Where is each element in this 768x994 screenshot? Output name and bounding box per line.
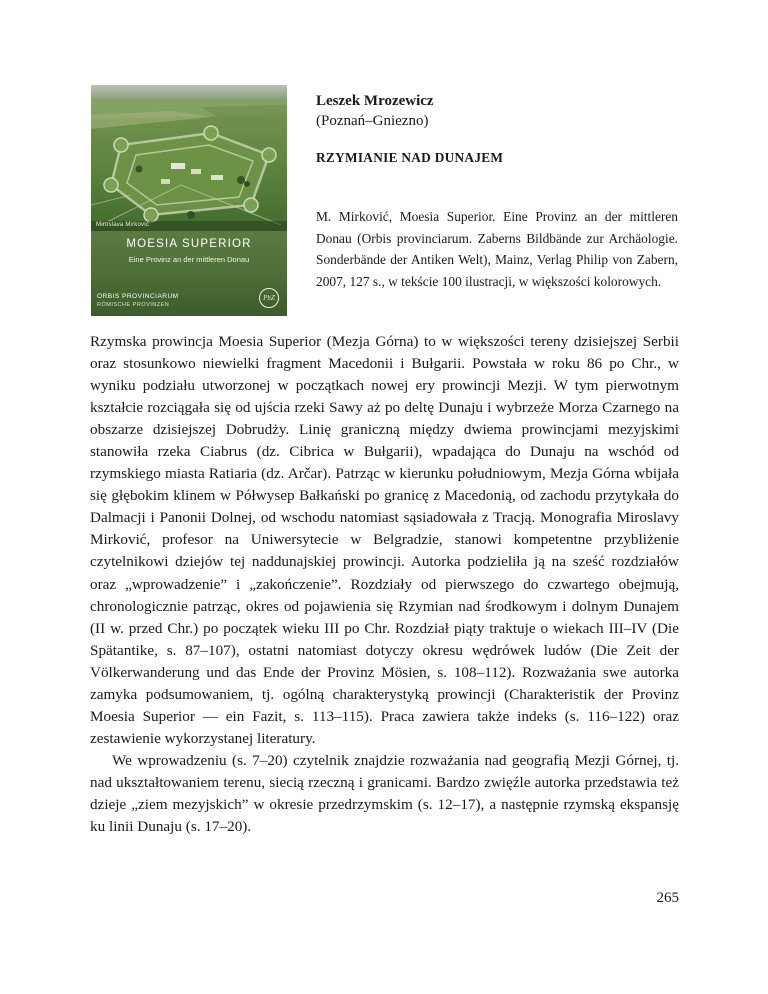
cover-author: Miroslava Mirković	[96, 222, 149, 228]
book-reference: M. Mirković, Moesia Superior. Eine Provinz an der mittleren Donau (Orbis provinciarum. Zaberns Bildbände zur Archäologie. Sonderbände der Antiken Welt), Mainz, Verlag Philip von Zabern, 2007, 127 s., w tekście 100 ilustracji, w większości kolorowych.	[316, 209, 678, 289]
review-affiliation: (Poznań–Gniezno)	[316, 113, 429, 129]
cover-subtitle: Eine Provinz an der mittleren Donau	[128, 255, 250, 264]
page-number: 265	[656, 890, 679, 906]
publisher-logo-text: PhZ	[263, 294, 275, 302]
book-cover	[91, 85, 287, 316]
cover-title: MOESIA SUPERIOR	[126, 238, 252, 250]
review-author: Leszek Mrozewicz	[316, 93, 434, 109]
body-paragraph: We wprowadzeniu (s. 7–20) czytelnik znajdzie rozważania nad geografią Mezji Górnej, tj. nad ukształtowaniem terenu, siecią rzeczną i granicami. Bardzo zwięźle autorka przedstawia też dzieje „ziem mezyjskich” w okresie przedrzymskim (s. 12–17), a następnie rzymską ekspansję ku linii Dunaju (s. 17–20).	[90, 751, 679, 836]
cover-series-subtitle: RÖMISCHE PROVINZEN	[97, 302, 170, 308]
publisher-logo	[259, 288, 279, 308]
cover-series: ORBIS PROVINCIARUM	[97, 293, 179, 300]
article-title: RZYMIANIE NAD DUNAJEM	[316, 150, 504, 165]
article-body	[90, 331, 679, 838]
body-paragraph: Rzymska prowincja Moesia Superior (Mezja Górna) to w większości tereny dzisiejszej Serbii oraz stosunkowo niewielki fragment Macedonii i Bułgarii. Powstała w roku 86 po Chr., w wyniku podziału utworzonej w początkach nowej ery prowincji Mezji. W tym pierwotnym kształcie rozciągała się od ujścia rzeki Sawy aż po deltę Dunaju i wybrzeże Morza Czarnego na obszarze dzisiejszej Dobrudży. Linię graniczną między dwiema prowincjami mezyjskimi stanowiła rzeka Ciabrus (dz. Cibrica w Bułgarii), wpadająca do Dunaju na wschód od rzymskiego miasta Ratiaria (dz. Arčar). Patrząc w kierunku południowym, Mezja Górna wbijała się głębokim klinem w Półwysep Bałkański po granicę z Macedonią, od zachodu przytykała do Dalmacji i Panonii Dolnej, od wschodu natomiast sąsiadowała z Tracją. Monografia Miroslavy Mirković, profesor na Uniwersytecie w Belgradzie, stanowi kompetentne przybliżenie czytelnikowi dziejów tej naddunajskiej prowincji. Autorka podzieliła ją na sześć rozdziałów oraz „wprowadzenie” i „zakończenie”. Rozdziały od pierwszego do czwartego obejmują, chronologicznie patrząc, okres od pojawienia się Rzymian nad środkowym i dolnym Dunajem (II w. przed Chr.) po początek wieku III po Chr. Rozdział piąty traktuje o wiekach III–IV (Die Spätantike, s. 87–107), ostatni natomiast dotyczy okresu wędrówek ludów (Die Zeit der Völkerwanderung und das Ende der Provinz Mösien, s. 108–112). Rozważania swe autorka zamyka podsumowaniem, tj. ogólną charakterystyką prowincji (Charakteristik der Provinz Moesia Superior — ein Fazit, s. 113–115). Praca zawiera także indeks (s. 116–122) oraz zestawienie wykorzystanej literatury.	[90, 333, 679, 747]
cover-aerial-photo	[91, 85, 287, 237]
